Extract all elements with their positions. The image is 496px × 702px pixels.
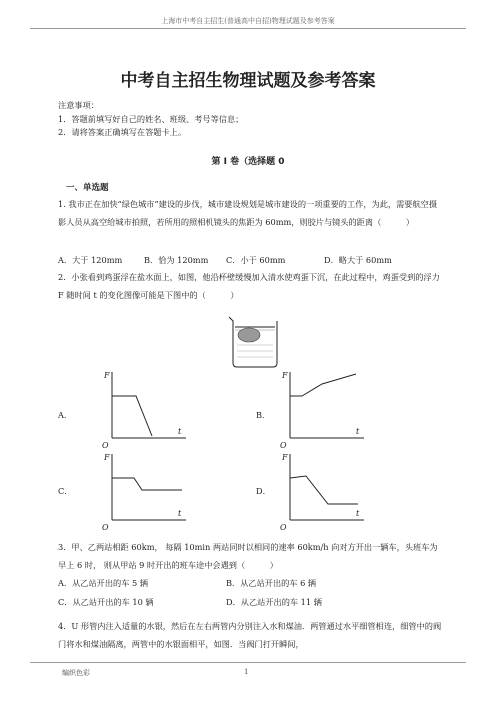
question-3-option-a: A．从乙站开出的车 5 辆 [58,578,149,588]
question-1-text: 1. 我市正在加快“绿色城市”建设的步伐，城市建设规划是城市建设的一项重要的工作，为此，需要航空摄影人员从高空给城市拍照，若所用的照相机镜头的焦距为 60mm，则胶片与镜头的距离（ ） [58,199,438,228]
graph-a-curve [112,396,152,436]
graph-d-axis-t: t [356,509,360,518]
graph-a [98,370,188,452]
footer-left: 编织色彩 [62,669,90,677]
question-3-option-d: D．从乙站开出的车 11 辆 [226,597,322,607]
section-heading: 第 I 卷（选择题 0 [211,157,285,167]
graph-a-axis-t: t [178,427,182,436]
graph-c-origin: O [102,523,109,532]
graph-a-axis-f: F [104,371,110,380]
question-4-text: 4．U 形管内注入适量的水银，然后在左右两管内分别注入水和煤油．两管通过水平细管相连，细管中的阀门将水和煤油隔离，两管中的水银面相平，如图．当阀门打开瞬间， [58,621,442,650]
question-1-option-d: D．略大于 60mm [324,255,392,265]
graph-b-curve [290,374,356,396]
question-2-option-b-label: B． [256,410,271,420]
subsection-heading: 一、单选题 [66,183,109,193]
question-3-option-c: C．从乙站开出的车 10 辆 [58,597,154,607]
graph-d-origin: O [280,523,287,532]
page-header: 上海市中考自主招生(普通高中自招)物理试题及参考答案 [161,17,335,25]
header-rule [30,28,466,29]
graph-b-origin: O [280,441,287,450]
question-1-option-a: A．大于 120mm [58,255,123,265]
question-1-option-b: B．恰为 120mm [144,255,209,265]
graph-c-curve [112,478,182,490]
question-2-option-d-label: D． [256,486,271,496]
document-title: 中考自主招生物理试题及参考答案 [120,71,376,91]
graph-c-axis-f: F [104,453,110,462]
beaker-figure [225,313,285,369]
question-1-option-c: C．小于 60mm [226,255,286,265]
graph-b [276,370,366,452]
graph-b-axis-t: t [356,427,360,436]
question-2-option-c-label: C． [58,486,73,496]
question-3-text: 3．甲、乙两站相距 60km， 每隔 10min 两站同时以相同的速率 60km/h 向对方开出一辆车，头班车为早上 6 时， 则从甲站 9 时开出的班车途中会遇到（ ） [58,542,438,571]
graph-c-axis-t: t [178,509,182,518]
question-2-text: 2．小张看到鸡蛋浮在盐水面上，如图，他沿杯壁缓慢加入清水使鸡蛋下沉，在此过程中，鸡蛋受到的浮力 F 随时间 t 的变化图像可能是下图中的（ ） [58,272,440,301]
notice-item-2: 2．请将答案正确填写在答题卡上。 [58,127,187,137]
graph-c [98,452,188,534]
notice-heading: 注意事项： [58,100,99,110]
question-3-option-b: B．从乙站开出的车 6 辆 [226,578,317,588]
graph-a-origin: O [102,441,109,450]
notice-item-1: 1．答题前填写好自己的姓名、班级、考号等信息； [58,114,244,124]
question-2-option-a-label: A． [58,410,73,420]
graph-d-axis-f: F [282,453,288,462]
footer-page-number: 1 [244,668,249,676]
graph-d [276,452,366,534]
egg-shape [238,328,260,342]
footer-rule [30,662,466,663]
graph-d-curve [290,476,358,504]
graph-b-axis-f: F [282,371,288,380]
